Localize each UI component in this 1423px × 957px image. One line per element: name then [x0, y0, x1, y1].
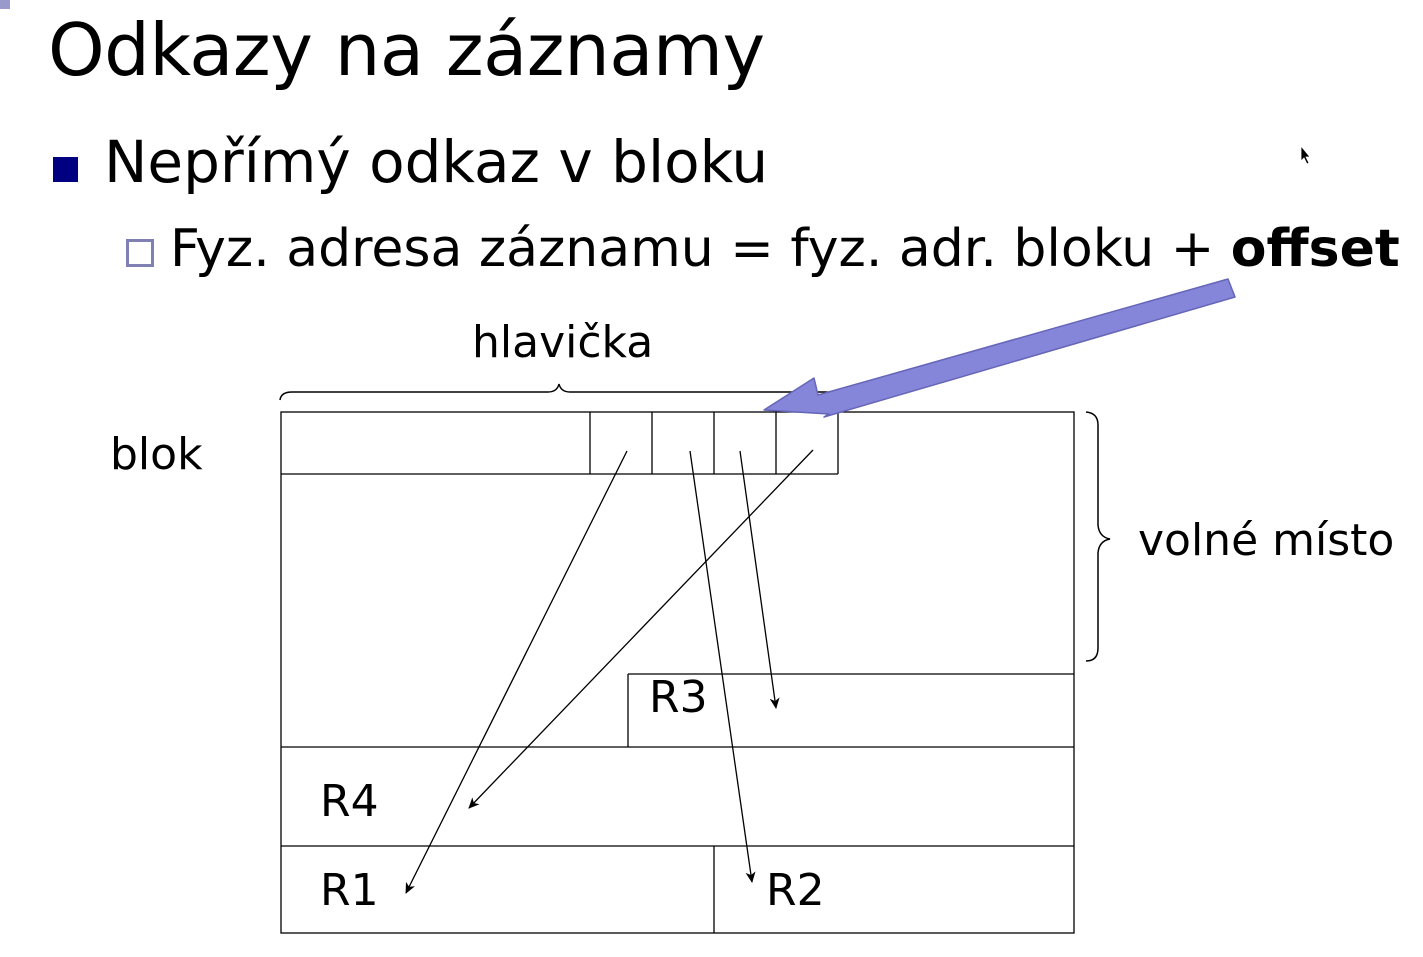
free-space-brace	[1086, 412, 1110, 661]
mouse-pointer-icon	[1301, 146, 1310, 164]
bullet-level2-formula: Fyz. adresa záznamu = fyz. adr. bloku +	[170, 219, 1231, 279]
slide-title: Odkazy na záznamy	[48, 8, 765, 92]
header-label: hlavička	[472, 317, 654, 368]
record-r4-label: R4	[320, 776, 379, 827]
offset-highlight-arrow	[764, 279, 1235, 417]
bullet-level1-text: Nepřímý odkaz v bloku	[104, 128, 769, 196]
record-r2-label: R2	[766, 865, 825, 916]
bullet-level2-offset: offset	[1230, 219, 1400, 279]
pointer-arrow-to-r3	[740, 451, 776, 708]
pointer-arrow-to-r1	[406, 451, 627, 893]
record-r1-label: R1	[320, 865, 379, 916]
pointer-arrow-to-r4	[469, 450, 813, 808]
record-r3-label: R3	[649, 672, 708, 723]
header-brace	[280, 384, 838, 400]
block-label: blok	[110, 429, 203, 480]
pointer-arrow-to-r2	[690, 451, 752, 882]
free-space-label: volné místo	[1138, 515, 1395, 566]
